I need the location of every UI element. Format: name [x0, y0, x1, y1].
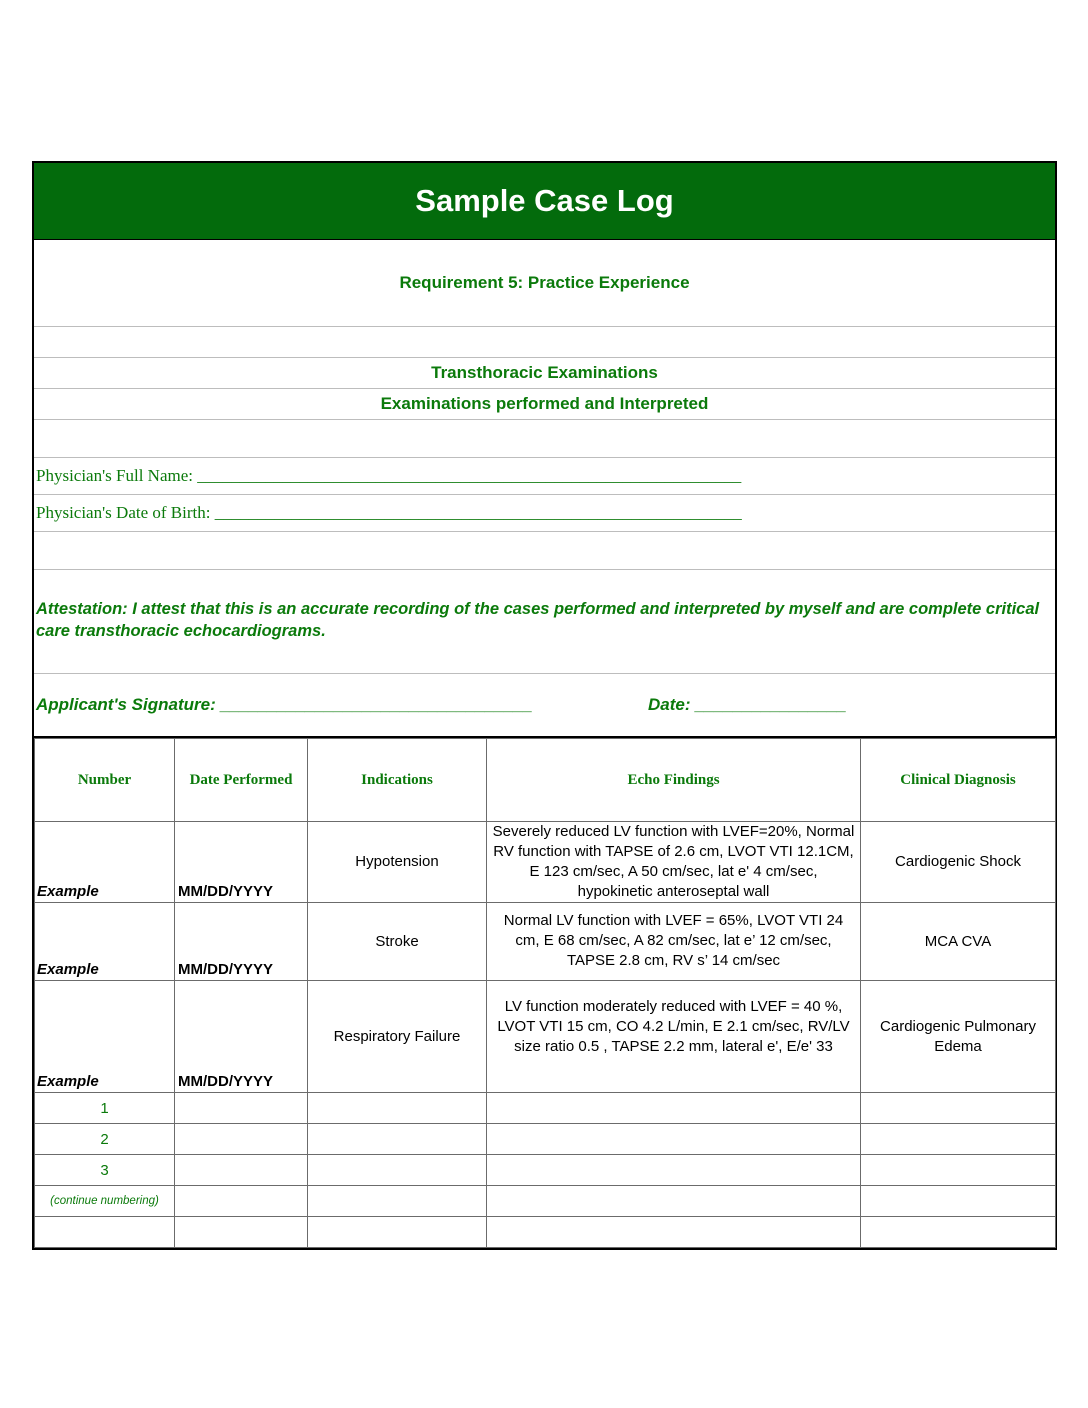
- diagnosis-cell[interactable]: [861, 1217, 1056, 1248]
- case-log-form: [32, 161, 1057, 1250]
- table-header-row: [35, 739, 1056, 822]
- table-row: [35, 822, 1056, 903]
- table-row: [35, 1186, 1056, 1217]
- indication-cell[interactable]: [308, 1155, 487, 1186]
- column-header-date: Date Performed: [175, 739, 308, 822]
- date-cell[interactable]: [175, 1186, 308, 1217]
- findings-cell[interactable]: [487, 1155, 861, 1186]
- section-heading: Transthoracic Examinations: [34, 358, 1055, 389]
- subsection-heading: Examinations performed and Interpreted: [34, 389, 1055, 420]
- example-number: Example: [35, 903, 175, 981]
- table-row: [35, 1124, 1056, 1155]
- continue-numbering-label: (continue numbering): [35, 1186, 175, 1217]
- example-diagnosis: Cardiogenic Shock: [861, 822, 1056, 903]
- column-header-findings: Echo Findings: [487, 739, 861, 822]
- physician-name-field[interactable]: Physician's Full Name: ________________________________________________________________: [34, 458, 1055, 495]
- date-cell[interactable]: [175, 1217, 308, 1248]
- column-header-number: Number: [35, 739, 175, 822]
- example-indication: Respiratory Failure: [308, 981, 487, 1093]
- example-diagnosis: MCA CVA: [861, 903, 1056, 981]
- indication-cell[interactable]: [308, 1093, 487, 1124]
- case-log-table: [34, 738, 1056, 1248]
- table-row: [35, 1217, 1056, 1248]
- blank-row: [34, 420, 1055, 458]
- example-date: MM/DD/YYYY: [175, 981, 308, 1093]
- row-number: 3: [35, 1155, 175, 1186]
- example-indication: Stroke: [308, 903, 487, 981]
- table-row: [35, 981, 1056, 1093]
- example-findings: Normal LV function with LVEF = 65%, LVOT VTI 24 cm, E 68 cm/sec, A 82 cm/sec, lat e’ 12 cm/sec, TAPSE 2.8 cm, RV s’ 14 cm/sec: [487, 903, 861, 981]
- row-number: 1: [35, 1093, 175, 1124]
- signature-date-field[interactable]: Date: ________________: [648, 695, 847, 714]
- attestation-text: Attestation: I attest that this is an accurate recording of the cases performed and interpreted by myself and are complete critical care transthoracic echocardiograms.: [34, 570, 1055, 674]
- date-cell[interactable]: [175, 1124, 308, 1155]
- example-date: MM/DD/YYYY: [175, 903, 308, 981]
- findings-cell[interactable]: [487, 1186, 861, 1217]
- diagnosis-cell[interactable]: [861, 1155, 1056, 1186]
- example-indication: Hypotension: [308, 822, 487, 903]
- example-date: MM/DD/YYYY: [175, 822, 308, 903]
- diagnosis-cell[interactable]: [861, 1093, 1056, 1124]
- table-row: [35, 1093, 1056, 1124]
- requirement-heading: Requirement 5: Practice Experience: [34, 240, 1055, 327]
- physician-dob-field[interactable]: Physician's Date of Birth: ______________________________________________________________: [34, 495, 1055, 532]
- date-cell[interactable]: [175, 1093, 308, 1124]
- signature-field[interactable]: Applicant's Signature: _________________________________: [36, 695, 533, 714]
- example-findings: LV function moderately reduced with LVEF = 40 %, LVOT VTI 15 cm, CO 4.2 L/min, E 2.1 cm/sec, RV/LV size ratio 0.5 , TAPSE 2.2 mm, lateral e', E/e' 33: [487, 981, 861, 1093]
- table-row: [35, 1155, 1056, 1186]
- findings-cell[interactable]: [487, 1093, 861, 1124]
- blank-row: [34, 327, 1055, 358]
- signature-row: [34, 674, 1055, 738]
- example-findings: Severely reduced LV function with LVEF=20%, Normal RV function with TAPSE of 2.6 cm, LVOT VTI 12.1CM, E 123 cm/sec, A 50 cm/sec, lat e' 4 cm/sec, hypokinetic anteroseptal wall: [487, 822, 861, 903]
- number-cell[interactable]: [35, 1217, 175, 1248]
- indication-cell[interactable]: [308, 1124, 487, 1155]
- findings-cell[interactable]: [487, 1124, 861, 1155]
- row-number: 2: [35, 1124, 175, 1155]
- blank-row: [34, 532, 1055, 570]
- date-cell[interactable]: [175, 1155, 308, 1186]
- example-number: Example: [35, 822, 175, 903]
- example-number: Example: [35, 981, 175, 1093]
- page-title: Sample Case Log: [34, 163, 1055, 240]
- indication-cell[interactable]: [308, 1186, 487, 1217]
- table-row: [35, 903, 1056, 981]
- example-diagnosis: Cardiogenic Pulmonary Edema: [861, 981, 1056, 1093]
- diagnosis-cell[interactable]: [861, 1186, 1056, 1217]
- diagnosis-cell[interactable]: [861, 1124, 1056, 1155]
- column-header-diagnosis: Clinical Diagnosis: [861, 739, 1056, 822]
- findings-cell[interactable]: [487, 1217, 861, 1248]
- indication-cell[interactable]: [308, 1217, 487, 1248]
- column-header-indications: Indications: [308, 739, 487, 822]
